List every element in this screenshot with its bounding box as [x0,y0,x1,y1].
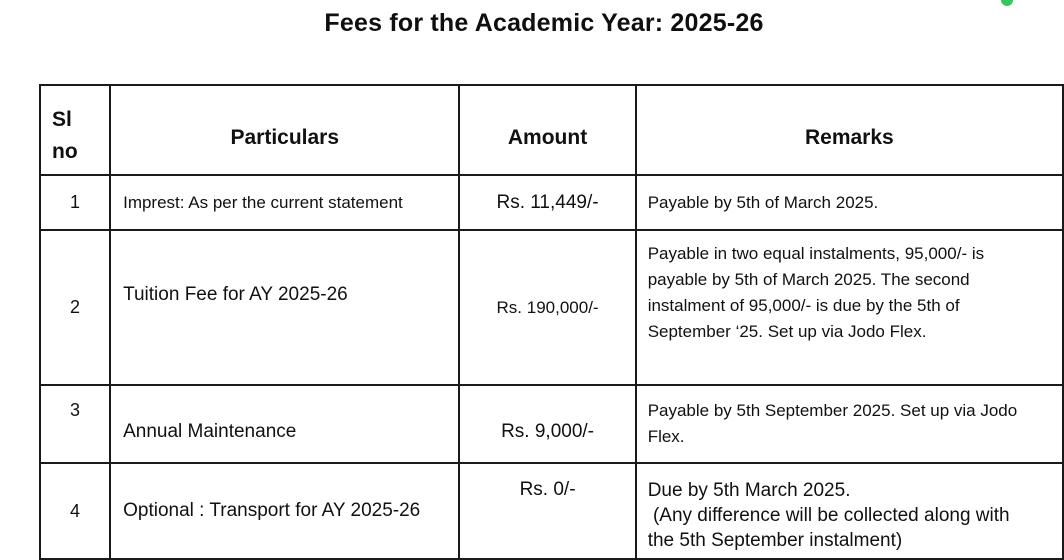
row-sl: 1 [40,175,110,230]
remark-line: Payable by 5th September 2025. Set up via Jodo [647,401,1018,420]
row-remarks [636,175,1063,230]
remark-line: payable by 5th of March 2025. The second [647,270,970,289]
remark-line: Due by 5th March 2025. [647,480,851,501]
page-title: Fees for the Academic Year: 2025-26 [324,9,764,37]
row-particulars: Optional : Transport for AY 2025-26 [110,463,459,559]
remark-line: Flex. [647,427,685,446]
fees-table [39,84,1064,560]
row-sl: 3 [40,385,110,463]
remark-line: the 5th September instalment) [647,530,903,551]
row-amount: Rs. 0/- [459,463,635,559]
remark-line: Payable in two equal instalments, 95,000/- is [647,244,985,263]
row-particulars: Imprest: As per the current statement [110,175,459,230]
table-row [40,385,1063,463]
row-sl: 4 [40,463,110,559]
header-sl-no: Sl no [40,85,110,175]
remark-line: instalment of 95,000/- is due by the 5th of [647,296,960,315]
table-header-row [40,85,1063,175]
header-amount: Amount [459,85,635,175]
remark-line: September ‘25. Set up via Jodo Flex. [647,322,927,341]
row-amount: Rs. 11,449/- [459,175,635,230]
table-row [40,230,1063,385]
status-dot [1001,0,1013,6]
row-remarks [636,463,1063,559]
table-row [40,463,1063,559]
remark-line: (Any difference will be collected along with [647,505,1010,526]
row-particulars: Annual Maintenance [110,385,459,463]
row-remarks [636,385,1063,463]
row-sl: 2 [40,230,110,385]
header-remarks: Remarks [636,85,1063,175]
row-remarks [636,230,1063,385]
remark-line: Payable by 5th of March 2025. [647,192,879,212]
row-amount: Rs. 190,000/- [459,230,635,385]
header-particulars: Particulars [110,85,459,175]
row-particulars: Tuition Fee for AY 2025-26 [110,230,459,385]
table-row [40,175,1063,230]
row-amount: Rs. 9,000/- [459,385,635,463]
